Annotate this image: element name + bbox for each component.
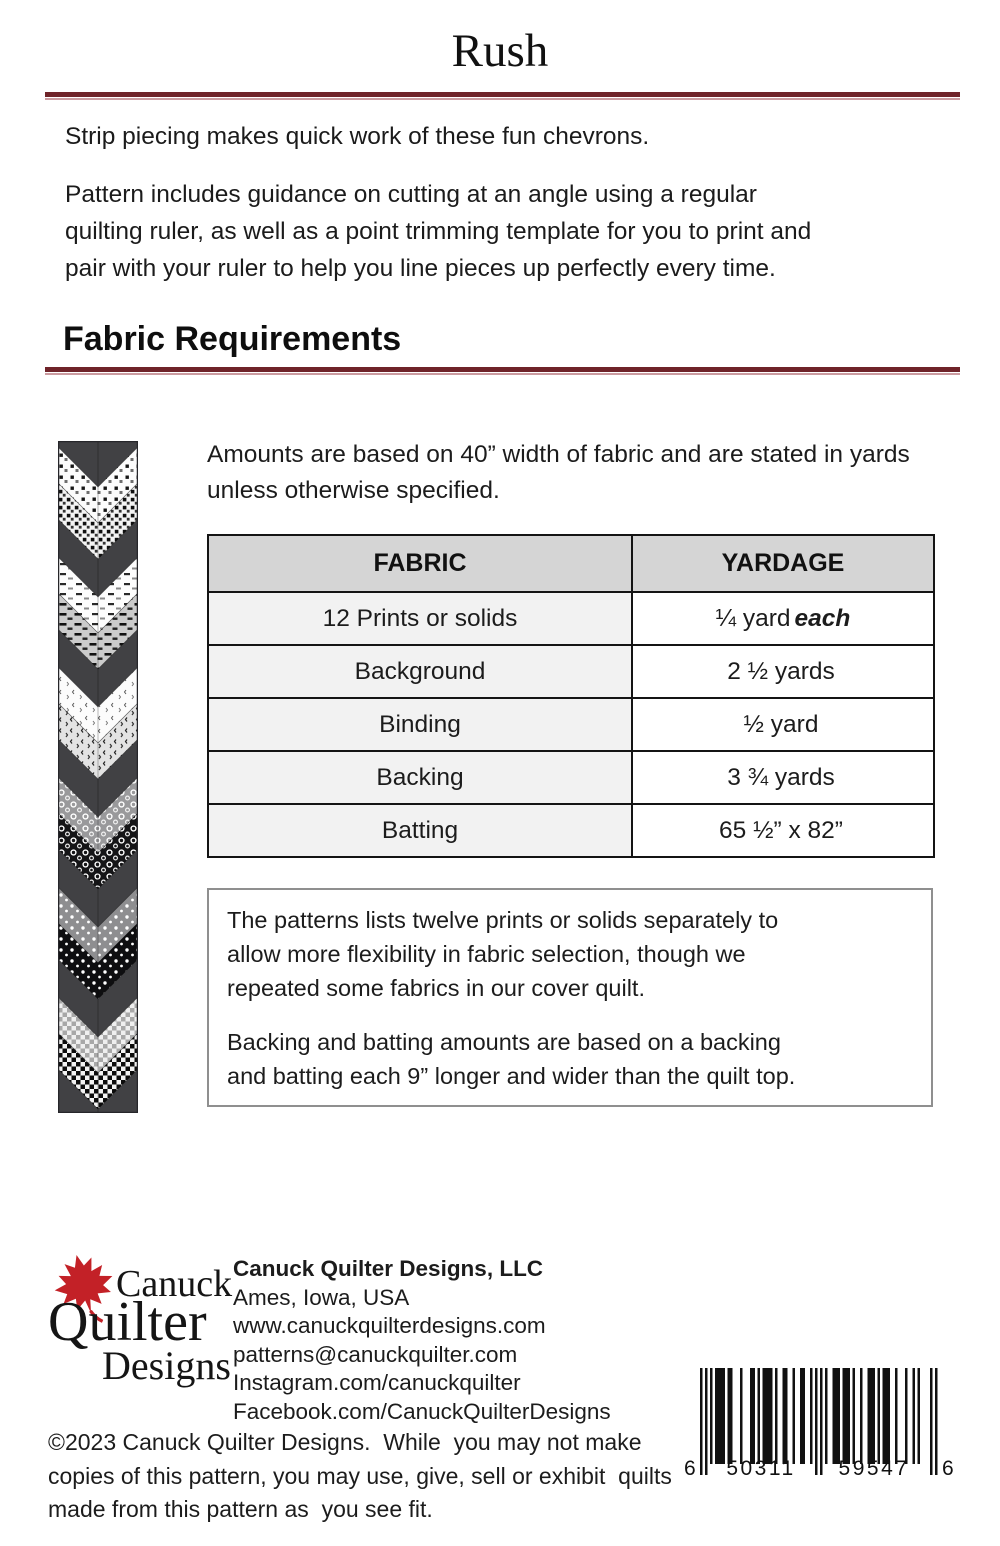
table-header-yardage: YARDAGE bbox=[632, 535, 934, 592]
table-row bbox=[208, 645, 934, 698]
intro-line: pair with your ruler to help you line pieces up perfectly every time. bbox=[65, 255, 776, 282]
page-title: Rush bbox=[451, 25, 549, 77]
contact-line-instagram: Instagram.com/canuckquilter bbox=[233, 1370, 521, 1395]
chevron-strip-image bbox=[58, 441, 138, 1113]
intro-line: Strip piecing makes quick work of these fun chevrons. bbox=[65, 123, 650, 150]
copyright-line: made from this pattern as you see fit. bbox=[48, 1496, 433, 1522]
upc-barcode bbox=[686, 1368, 986, 1486]
note-box bbox=[207, 888, 933, 1107]
barcode-digit-group-1: 50311 bbox=[726, 1457, 796, 1480]
yardage-value: 3 ¾ yards bbox=[727, 763, 835, 791]
contact-line-email: patterns@canuckquilter.com bbox=[233, 1341, 518, 1367]
title-rule bbox=[45, 92, 960, 101]
yardage-emphasis: each bbox=[794, 604, 851, 632]
contact-line-website: www.canuckquilterdesigns.com bbox=[233, 1313, 546, 1338]
note-line: Backing and batting amounts are based on a backing bbox=[227, 1029, 781, 1055]
table-header-fabric: FABRIC bbox=[208, 535, 632, 592]
contact-line-facebook: Facebook.com/CanuckQuilterDesigns bbox=[233, 1398, 611, 1424]
yardage-cell bbox=[632, 751, 934, 804]
barcode-digit-left: 6 bbox=[684, 1457, 699, 1480]
yardage-cell bbox=[632, 592, 934, 645]
fabric-cell: 12 Prints or solids bbox=[208, 592, 632, 645]
yardage-value: ¼ yard bbox=[715, 604, 791, 632]
intro-line: quilting ruler, as well as a point trimming template for you to print and bbox=[65, 218, 812, 245]
intro-section bbox=[65, 118, 970, 308]
yardage-cell bbox=[632, 645, 934, 698]
yardage-value: ½ yard bbox=[743, 710, 819, 738]
note-line: allow more flexibility in fabric selection, though we bbox=[227, 941, 746, 967]
canuck-quilter-logo bbox=[40, 1246, 240, 1396]
table-header-row bbox=[208, 535, 934, 592]
table-row bbox=[208, 751, 934, 804]
table-row bbox=[208, 592, 934, 645]
barcode-digit-group-2: 59547 bbox=[838, 1457, 910, 1480]
note-line: and batting each 9” longer and wider than the quilt top. bbox=[227, 1063, 796, 1089]
company-name: Canuck Quilter Designs, LLC bbox=[233, 1256, 544, 1281]
note-line: The patterns lists twelve prints or solids separately to bbox=[227, 907, 779, 933]
fabric-cell: Batting bbox=[208, 804, 632, 857]
intro-paragraph-1 bbox=[65, 118, 970, 155]
logo-word-canuck: Canuck bbox=[116, 1263, 233, 1305]
fabric-requirements-heading: Fabric Requirements bbox=[63, 320, 402, 358]
note-line: repeated some fabrics in our cover quilt. bbox=[227, 975, 645, 1001]
copyright-line: ©2023 Canuck Quilter Designs. While you may not make bbox=[48, 1429, 642, 1455]
yardage-value: 2 ½ yards bbox=[727, 657, 835, 685]
fabric-cell: Background bbox=[208, 645, 632, 698]
fabric-requirements-rule bbox=[45, 367, 960, 376]
note-paragraph-2 bbox=[227, 1025, 913, 1093]
yardage-cell bbox=[632, 804, 934, 857]
contact-block bbox=[233, 1255, 611, 1426]
note-paragraph-1 bbox=[227, 903, 913, 1005]
table-row bbox=[208, 804, 934, 857]
fabric-cell: Backing bbox=[208, 751, 632, 804]
amounts-line: Amounts are based on 40” width of fabric and are stated in yards bbox=[207, 441, 910, 468]
intro-line: Pattern includes guidance on cutting at an angle using a regular bbox=[65, 181, 757, 208]
fabric-cell: Binding bbox=[208, 698, 632, 751]
copyright-text bbox=[48, 1426, 688, 1527]
contact-line-location: Ames, Iowa, USA bbox=[233, 1284, 410, 1310]
amounts-line: unless otherwise specified. bbox=[207, 477, 500, 504]
fabric-table bbox=[207, 534, 935, 858]
yardage-value: 65 ½” x 82” bbox=[719, 816, 843, 844]
copyright-line: copies of this pattern, you may use, give, sell or exhibit quilts bbox=[48, 1462, 672, 1489]
intro-paragraph-2 bbox=[65, 176, 970, 287]
yardage-cell bbox=[632, 698, 934, 751]
barcode-digit-right: 6 bbox=[942, 1457, 957, 1480]
logo-word-designs: Designs bbox=[102, 1343, 231, 1388]
logo-word-quilter: Quilter bbox=[48, 1291, 207, 1353]
amounts-note bbox=[207, 437, 947, 509]
table-row bbox=[208, 698, 934, 751]
